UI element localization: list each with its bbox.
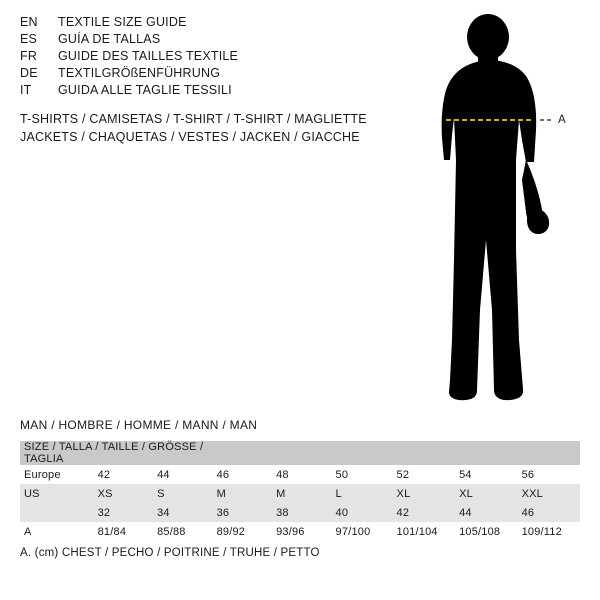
cell-a-0: 81/84 — [94, 522, 153, 541]
cell-us-4: L — [332, 484, 393, 503]
language-code-es: ES — [20, 32, 38, 46]
cell-a-6: 105/108 — [455, 522, 518, 541]
size-table — [20, 441, 580, 541]
table-row — [20, 465, 580, 484]
language-list — [20, 15, 420, 100]
cell-usnum-5: 42 — [393, 503, 456, 522]
language-code-it: IT — [20, 83, 32, 97]
garment-category-list — [20, 110, 440, 146]
measurement-footnote: A. (cm) CHEST / PECHO / POITRINE / TRUHE / PETTO — [20, 547, 320, 559]
cell-a-4: 97/100 — [332, 522, 393, 541]
table-header-spacer-5 — [455, 441, 518, 465]
language-row-de — [20, 66, 420, 83]
cell-a-7: 109/112 — [518, 522, 580, 541]
cell-a-3: 93/96 — [272, 522, 331, 541]
cell-us-5: XL — [393, 484, 456, 503]
cell-us-2: M — [213, 484, 272, 503]
language-row-es — [20, 32, 420, 49]
cell-usnum-2: 36 — [213, 503, 272, 522]
cell-a-1: 85/88 — [153, 522, 212, 541]
language-code-en: EN — [20, 15, 38, 29]
cell-usnum-4: 40 — [332, 503, 393, 522]
language-code-de: DE — [20, 66, 38, 80]
language-text-de: TEXTILGRÖßENFÜHRUNG — [58, 66, 221, 80]
language-text-fr: GUIDE DES TAILLES TEXTILE — [58, 49, 239, 63]
cell-us-6: XL — [455, 484, 518, 503]
table-header-spacer-4 — [393, 441, 456, 465]
table-header-spacer-1 — [213, 441, 272, 465]
cell-europe-4: 50 — [332, 465, 393, 484]
chest-callout-label: A — [558, 114, 567, 126]
cell-us-7: XXL — [518, 484, 580, 503]
cell-europe-3: 48 — [272, 465, 331, 484]
table-row — [20, 484, 580, 503]
row-label-us-numeric — [20, 503, 94, 522]
table-header-label: SIZE / TALLA / TAILLE / GRÖSSE / TAGLIA — [20, 441, 213, 465]
row-label-us: US — [20, 484, 94, 503]
cell-a-2: 89/92 — [213, 522, 272, 541]
figure-illustration — [400, 10, 600, 410]
cell-usnum-0: 32 — [94, 503, 153, 522]
cell-usnum-6: 44 — [455, 503, 518, 522]
cell-us-0: XS — [94, 484, 153, 503]
cell-usnum-1: 34 — [153, 503, 212, 522]
language-text-es: GUÍA DE TALLAS — [58, 32, 161, 46]
language-text-en: TEXTILE SIZE GUIDE — [58, 15, 187, 29]
cell-europe-1: 44 — [153, 465, 212, 484]
table-header-spacer-6 — [518, 441, 580, 465]
cell-europe-0: 42 — [94, 465, 153, 484]
row-label-a: A — [20, 522, 94, 541]
male-silhouette-icon — [400, 10, 600, 410]
table-header-spacer-2 — [272, 441, 331, 465]
garment-line-jackets: JACKETS / CHAQUETAS / VESTES / JACKEN / GIACCHE — [20, 130, 360, 144]
language-code-fr: FR — [20, 49, 38, 63]
cell-usnum-7: 46 — [518, 503, 580, 522]
cell-europe-7: 56 — [518, 465, 580, 484]
language-text-it: GUIDA ALLE TAGLIE TESSILI — [58, 83, 232, 97]
cell-usnum-3: 38 — [272, 503, 331, 522]
language-row-fr — [20, 49, 420, 66]
row-label-europe: Europe — [20, 465, 94, 484]
cell-a-5: 101/104 — [393, 522, 456, 541]
cell-us-3: M — [272, 484, 331, 503]
table-row — [20, 503, 580, 522]
table-row — [20, 522, 580, 541]
cell-us-1: S — [153, 484, 212, 503]
language-row-it — [20, 83, 420, 100]
table-header-spacer-3 — [332, 441, 393, 465]
table-title: MAN / HOMBRE / HOMME / MANN / MAN — [20, 418, 258, 432]
language-row-en — [20, 15, 420, 32]
table-header-row — [20, 441, 580, 465]
cell-europe-6: 54 — [455, 465, 518, 484]
cell-europe-5: 52 — [393, 465, 456, 484]
garment-line-tshirts: T-SHIRTS / CAMISETAS / T-SHIRT / T-SHIRT / MAGLIETTE — [20, 112, 367, 126]
cell-europe-2: 46 — [213, 465, 272, 484]
